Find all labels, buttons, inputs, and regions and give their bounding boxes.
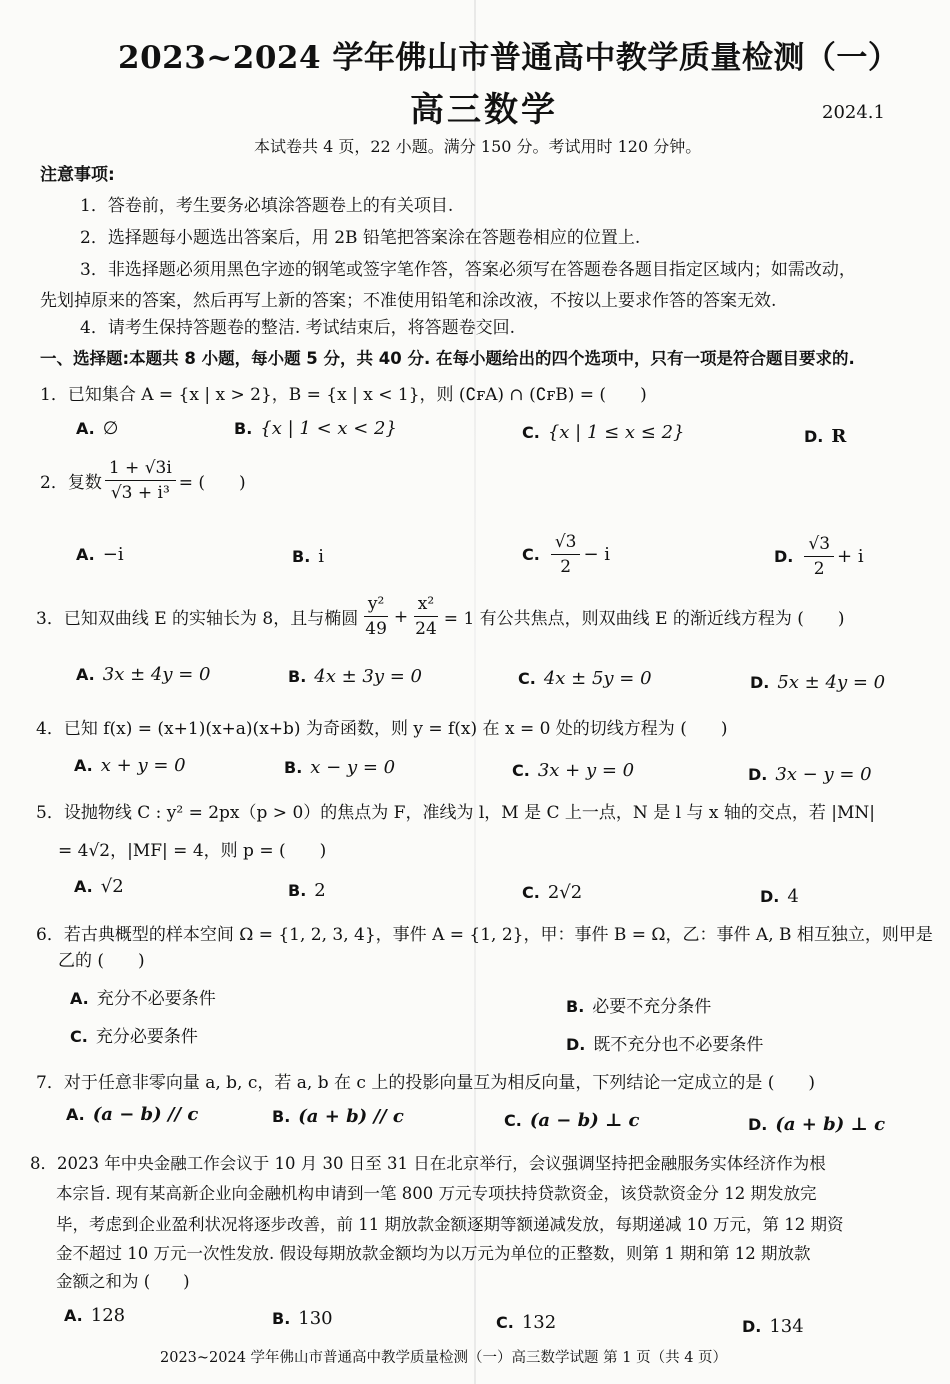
q5-option-c: C. 2√2	[522, 882, 583, 903]
q8-option-a: A. 128	[64, 1305, 126, 1326]
exam-info: 本试卷共 4 页，22 小题。满分 150 分。考试用时 120 分钟。	[254, 137, 702, 156]
q1-option-b: B. {x | 1 < x < 2}	[234, 418, 397, 439]
q4-stem: 4．已知 f(x) = (x+1)(x+a)(x+b) 为奇函数，则 y = f(x) 在 x = 0 处的切线方程为 ( )	[36, 719, 728, 739]
q5-stem-line1: 5．设抛物线 C : y² = 2px（p > 0）的焦点为 F，准线为 l，M 是 C 上一点，N 是 l 与 x 轴的交点，若 |MN|	[36, 803, 875, 823]
q7-option-a: A. (a − b) // c	[66, 1104, 199, 1125]
q2-option-c: C. $\frac{√3}{2}$ − i	[522, 532, 611, 578]
notes-heading: 注意事项:	[40, 165, 115, 185]
q6-stem-line1: 6．若古典概型的样本空间 Ω = {1, 2, 3, 4}，事件 A = {1, 2}，甲：事件 B = Ω，乙：事件 A, B 相互独立，则甲是	[36, 925, 933, 945]
note-3: 3．非选择题必须用黑色字迹的钢笔或签字笔作答，答案必须写在答题卷各题目指定区域内；如需改动，	[80, 260, 856, 280]
q8-option-b: B. 130	[272, 1308, 333, 1329]
q2-option-d: D. $\frac{√3}{2}$ + i	[774, 534, 864, 580]
q6-option-d: D. 既不充分也不必要条件	[566, 1035, 764, 1055]
q8-option-d: D. 134	[742, 1316, 804, 1337]
q3-option-b: B. 4x ± 3y = 0	[288, 666, 423, 687]
q5-stem-line2: = 4√2，|MF| = 4，则 p = ( )	[58, 841, 327, 861]
q4-option-c: C. 3x + y = 0	[512, 760, 635, 781]
note-3-cont: 先划掉原来的答案，然后再写上新的答案；不准使用铅笔和涂改液，不按以上要求作答的答案无效.	[40, 291, 777, 311]
q8-stem-line5: 金额之和为 ( )	[56, 1272, 190, 1291]
q4-option-d: D. 3x − y = 0	[748, 764, 872, 785]
q2-option-b: B. i	[292, 546, 325, 567]
section-heading: 一、选择题:本题共 8 小题，每小题 5 分，共 40 分. 在每小题给出的四个选项中，只有一项是符合题目要求的.	[40, 349, 855, 368]
q7-stem: 7．对于任意非零向量 a, b, c，若 a, b 在 c 上的投影向量互为相反向量，下列结论一定成立的是 ( )	[36, 1073, 816, 1093]
q6-option-b: B. 必要不充分条件	[566, 997, 712, 1017]
q3-option-a: A. 3x ± 4y = 0	[76, 664, 211, 685]
q2-option-a: A. −i	[76, 544, 124, 565]
q1-option-c: C. {x | 1 ≤ x ≤ 2}	[522, 422, 685, 443]
q1-option-d: D. R	[804, 426, 847, 447]
q8-stem-line4: 金不超过 10 万元一次性发放. 假设每期放款金额均为以万元为单位的正整数，则第 1 期和第 12 期放款	[56, 1244, 811, 1263]
q6-option-c: C. 充分必要条件	[70, 1027, 198, 1047]
page-fold-line	[474, 0, 476, 1384]
q5-option-b: B. 2	[288, 880, 326, 901]
q3-option-c: C. 4x ± 5y = 0	[518, 668, 652, 689]
q4-option-b: B. x − y = 0	[284, 757, 396, 778]
q8-stem-line3: 毕，考虑到企业盈利状况将逐步改善，前 11 期放款金额逐期等额递减发放，每期递减 10 万元，第 12 期资	[56, 1215, 844, 1234]
q5-option-a: A. √2	[74, 876, 124, 897]
q8-option-c: C. 132	[496, 1312, 557, 1333]
q8-stem-line1: 8．2023 年中央金融工作会议于 10 月 30 日至 31 日在北京举行，会议强调坚持把金融服务实体经济作为根	[30, 1154, 826, 1173]
q7-option-b: B. (a + b) // c	[272, 1106, 404, 1127]
q3-stem: 3．已知双曲线 E 的实轴长为 8，且与椭圆 $\frac{\text{y²}}{49}$ + $\frac{\text{x²}}{24}$ = 1 有公共焦点，则双曲线 E 的渐近线方程为 ( )	[36, 594, 845, 640]
q3-option-d: D. 5x ± 4y = 0	[750, 672, 886, 693]
exam-subtitle: 高三数学	[410, 90, 558, 130]
page-footer: 2023~2024 学年佛山市普通高中教学质量检测（一）高三数学试题 第 1 页（共 4 页）	[160, 1350, 728, 1366]
q1-stem: 1．已知集合 A = {x | x > 2}，B = {x | x < 1}，则 (∁ꜰA) ∩ (∁ꜰB) = ( )	[40, 385, 647, 405]
q5-option-d: D. 4	[760, 886, 799, 907]
q7-option-c: C. (a − b) ⊥ c	[504, 1110, 640, 1131]
q6-option-a: A. 充分不必要条件	[70, 989, 216, 1009]
exam-title: 2023~2024 学年佛山市普通高中教学质量检测（一）	[118, 40, 900, 76]
exam-date: 2024.1	[822, 102, 885, 123]
q6-stem-line2: 乙的 ( )	[58, 951, 145, 971]
q1-option-a: A. ∅	[76, 418, 119, 439]
q4-option-a: A. x + y = 0	[74, 755, 186, 776]
note-2: 2．选择题每小题选出答案后，用 2B 铅笔把答案涂在答题卷相应的位置上.	[80, 228, 641, 248]
q2-stem: 2．复数 $\frac{1 + √3i}{\text{√3 + i³}}$ = ( )	[40, 458, 246, 504]
note-4: 4．请考生保持答题卷的整洁. 考试结束后，将答题卷交回.	[80, 318, 516, 338]
q7-option-d: D. (a + b) ⊥ c	[748, 1114, 886, 1135]
q8-stem-line2: 本宗旨. 现有某高新企业向金融机构申请到一笔 800 万元专项扶持贷款资金，该贷款资金分 12 期发放完	[56, 1184, 817, 1203]
note-1: 1．答卷前，考生要务必填涂答题卷上的有关项目.	[80, 196, 454, 216]
